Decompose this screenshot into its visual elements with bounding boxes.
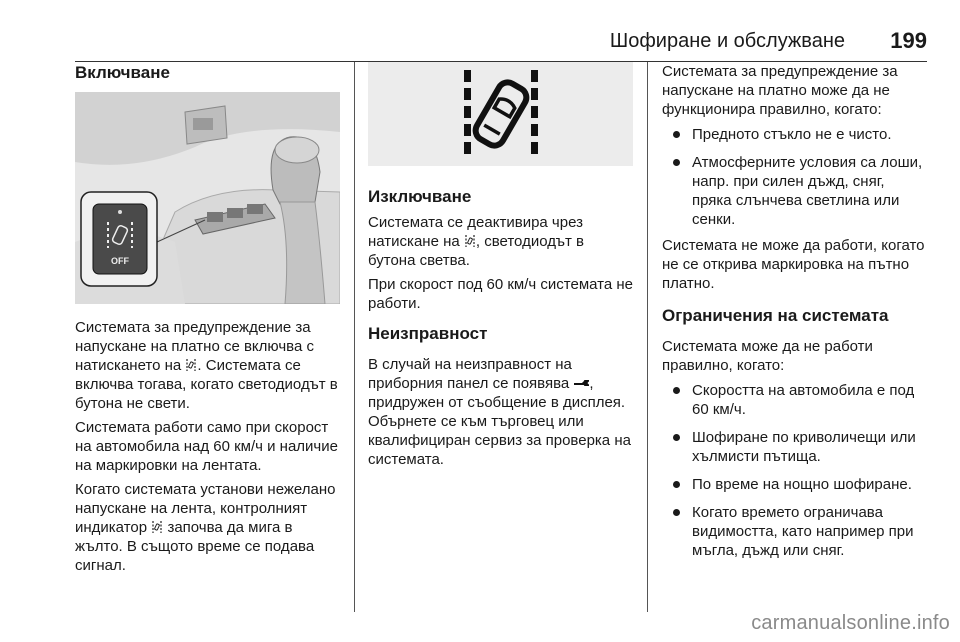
lane-departure-icon	[465, 234, 475, 248]
paragraph: Системата работи само при скорост на автомобила над 60 км/ч и наличие на маркировки на лентата.	[75, 419, 338, 474]
watermark: carmanualsonline.info	[751, 612, 950, 634]
heading-switch-off: Изключване	[368, 187, 472, 206]
paragraph: Системата не може да работи, когато не се открива маркировка на пътно платно.	[662, 237, 925, 292]
paragraph-text: . Системата се включва тогава, когато светодиодът в бутона не свети.	[75, 357, 338, 412]
lane-departure-large-icon	[368, 62, 633, 166]
column-divider	[647, 62, 648, 612]
list-item: Когато времето ограничава видимостта, като например при мъгла, дъжд или сняг.	[662, 503, 928, 560]
heading-switch-on: Включване	[75, 63, 170, 82]
lane-departure-symbol-box	[368, 62, 633, 166]
paragraph-text: , светодиодът в бутона светва.	[368, 233, 585, 269]
paragraph-text: Системата за предупреждение за напускане на платно се включва с натискането на	[75, 319, 314, 374]
wrench-icon	[573, 378, 589, 388]
paragraph	[75, 318, 340, 413]
lane-departure-button-photo	[75, 92, 340, 304]
column-2	[368, 62, 634, 469]
limitations-list	[662, 381, 928, 560]
list-item: По време на нощно шофиране.	[662, 475, 928, 494]
paragraph-text: В случай на неизправност на приборния панел се появява	[368, 356, 572, 392]
lane-departure-icon	[186, 358, 196, 372]
list-item: Атмосферните условия са лоши, напр. при силен дъжд, сняг, пряка слънчева светлина или сенки.	[662, 153, 928, 229]
page-number: 199	[890, 28, 927, 53]
section-title: Шофиране и обслужване	[609, 30, 845, 52]
column-divider	[354, 62, 355, 612]
paragraph	[368, 213, 634, 270]
list-item: Шофиране по криволичещи или хълмисти пътища.	[662, 428, 928, 466]
list-item: Предното стъкло не е чисто.	[662, 125, 928, 144]
conditions-list	[662, 125, 928, 229]
page-header	[75, 28, 927, 62]
paragraph-text: , придружен от съобщение в дисплея. Обърнете се към търговец или квалифициран сервиз за проверка на системата.	[368, 375, 631, 468]
paragraph-text: започва да мига в жълто. В същото време се подава сигнал.	[75, 519, 315, 574]
heading-limitations: Ограничения на системата	[662, 306, 889, 325]
column-3	[662, 62, 928, 569]
paragraph-text: Когато системата установи нежелано напускане на лента, контролният индикатор	[75, 481, 336, 536]
column-1	[75, 62, 340, 575]
list-item: Скоростта на автомобила е под 60 км/ч.	[662, 381, 928, 419]
paragraph: При скорост под 60 км/ч системата не работи.	[368, 276, 633, 312]
dashboard-console-illustration	[75, 92, 340, 304]
paragraph-text: Системата се деактивира чрез натискане на	[368, 214, 583, 250]
heading-fault: Неизправност	[368, 324, 488, 343]
paragraph: Системата може да не работи правилно, когато:	[662, 338, 873, 374]
paragraph	[368, 355, 634, 469]
paragraph: Системата за предупреждение за напускане на платно може да не функционира правилно, когато:	[662, 63, 898, 118]
off-label: OFF	[111, 256, 129, 266]
lane-departure-indicator-icon	[152, 520, 162, 534]
paragraph	[75, 480, 340, 575]
